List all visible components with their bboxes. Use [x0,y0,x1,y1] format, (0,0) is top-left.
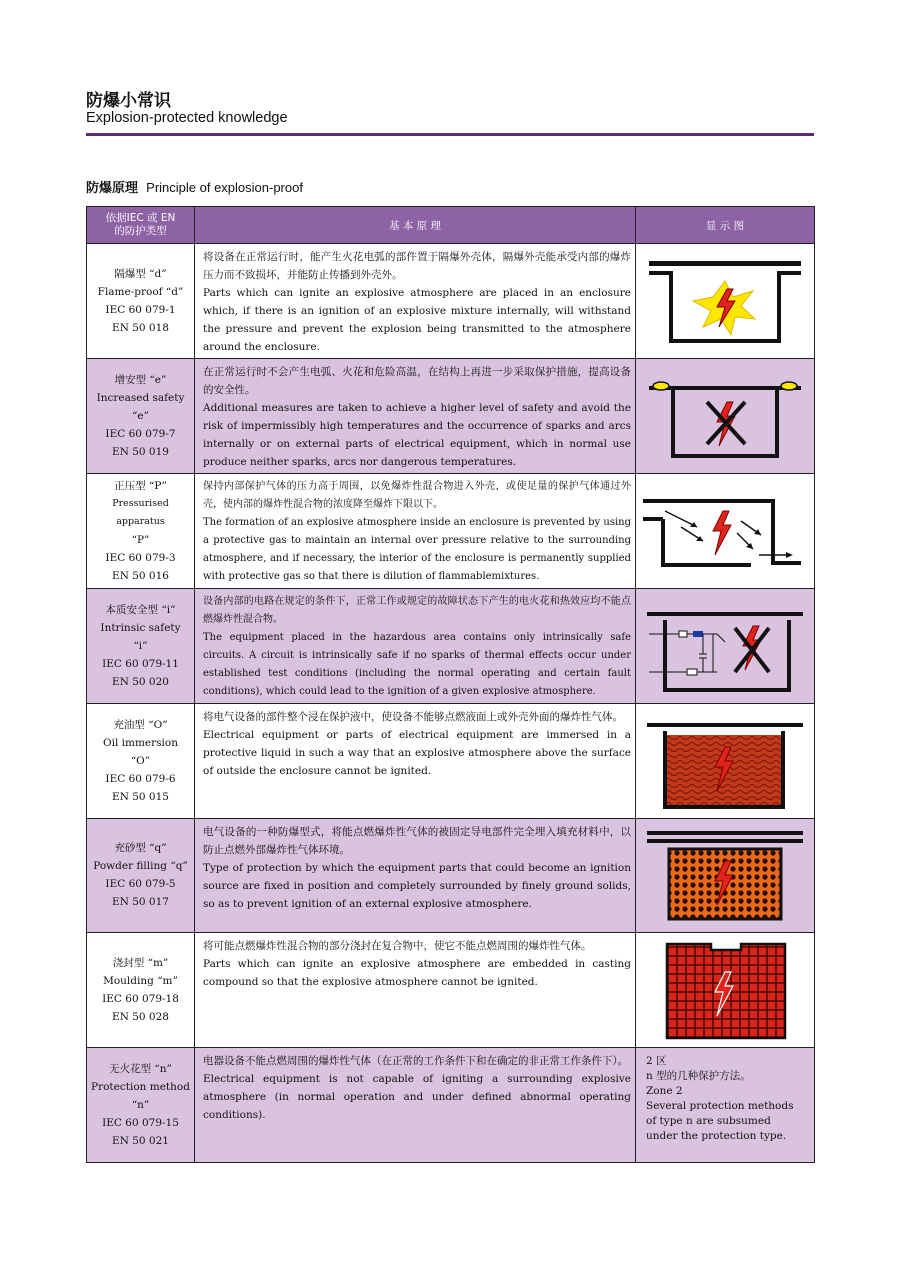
header-divider [86,133,814,136]
protection-types-table [86,206,815,1163]
principle-zh: 在正常运行时不会产生电弧、火花和危险高温，在结构上再进一步采取保护措施，提高设备的安全性。 [203,366,631,396]
illustration-cell [636,704,815,819]
protection-type-line: EN 50 021 [112,1134,169,1147]
illustration-cell [636,933,815,1048]
principle-en: The equipment placed in the hazardous area contains only intrinsically safe circuits. A circuit is intrinsically safe if no sparks of thermal effects occur under established test conditions (including the normal operating and certain fault conditions), which could lead to the ignition of a given explosive atmosphere. [203,632,631,697]
protection-type-line: “P” [131,534,150,546]
protection-type-line: EN 50 018 [112,322,169,334]
increased-safety-icon [641,366,809,466]
illustration-cell [636,589,815,704]
protection-type-line: IEC 60 079-6 [105,772,176,785]
column-header-type: 依据IEC 或 EN 的防护类型 [87,207,195,244]
principle-zh: 电器设备不能点燃周围的爆炸性气体（在正常的工作条件下和在确定的非正常工作条件下）。 [203,1054,629,1067]
protection-type-line: EN 50 028 [112,1010,169,1023]
protection-type-line: Increased safety [96,392,185,404]
protection-type-cell [87,244,195,359]
zone-note-line: of type n are subsumed [646,1114,771,1127]
protection-type-line: Protection method [91,1080,190,1093]
principle-cell [195,1047,636,1162]
principle-en: Parts which can ignite an explosive atmosphere are placed in an enclosure which, if there is an ignition of an explosive mixture internally, will withstand the pressure and prevent the explosion being transmitted to the atmosphere around the enclosure. [203,287,631,353]
table-row [87,704,815,819]
protection-type-line: IEC 60 079-15 [102,1116,179,1129]
protection-type-cell [87,474,195,589]
protection-type-line: Moulding “m” [103,974,178,987]
protection-type-line: 正压型 “P” [114,480,167,492]
pressurised-enclosure-icon [641,481,809,581]
protection-type-line: IEC 60 079-7 [105,428,176,440]
illustration-cell [636,474,815,589]
section-title [86,177,303,196]
principle-zh: 将设备在正常运行时，能产生火花电弧的部件置于隔爆外壳体，隔爆外壳能承受内部的爆炸压力而不致损坏，并能防止传播到外壳外。 [203,251,631,281]
page-title-zh: 防爆小常识 [86,91,171,111]
moulding-icon [641,938,809,1042]
table-row [87,589,815,704]
principle-zh: 电气设备的一种防爆型式，将能点燃爆炸性气体的被固定导电部件完全埋入填充材料中，以防止点燃外部爆炸性气体环境。 [203,825,631,856]
illustration-cell [636,359,815,474]
intrinsic-safety-circuit-icon [641,596,809,696]
principle-zh: 将可能点燃爆炸性混合物的部分浇封在复合物中，使它不能点燃周围的爆炸性气体。 [203,940,592,952]
protection-type-line: 充砂型 “q” [114,842,167,855]
illustration-cell [636,244,815,359]
protection-type-line: EN 50 017 [112,896,169,909]
protection-type-line: EN 50 016 [112,570,169,582]
protection-type-line: Flame-proof “d” [97,286,184,298]
zone-note-line: n 型的几种保护方法。 [646,1069,751,1082]
protection-type-cell [87,818,195,933]
protection-type-line: EN 50 015 [112,790,169,803]
zone-note-line: 2 区 [646,1054,667,1067]
principle-cell [195,933,636,1048]
principle-en: The formation of an explosive atmosphere inside an enclosure is prevented by using a protective gas to maintain an internal over pressure relative to the surrounding atmosphere, and if necessary, the interior of the enclosure is permanently supplied with protective gas so that there is dilution of flammablemixtures. [203,517,631,582]
protection-type-line: 无火花型 “n” [109,1062,172,1075]
protection-type-line: “n” [131,1098,150,1111]
protection-type-line: IEC 60 079-5 [105,878,176,891]
oil-immersion-icon [641,711,809,811]
principle-zh: 保持内部保护气体的压力高于周围，以免爆炸性混合物进入外壳，或使足量的保护气体通过外壳，使内部的爆炸性混合物的浓度降至爆炸下限以下。 [203,481,631,510]
zone-note-line: under the protection type. [646,1129,787,1142]
protection-type-line: “e” [132,410,149,422]
table-row [87,933,815,1048]
protection-type-line: Intrinsic safety [100,622,181,634]
protection-type-line: Oil immersion [103,736,178,749]
protection-type-line: 增安型 “e” [114,374,167,386]
column-header-illustration: 显 示 图 [636,207,815,244]
table-row [87,818,815,933]
protection-type-cell [87,1047,195,1162]
principle-cell [195,704,636,819]
table-row [87,244,815,359]
protection-type-line: “O” [130,754,151,767]
protection-type-line: 充油型 “O” [113,718,168,731]
principle-en: Electrical equipment is not capable of igniting a surrounding explosive atmosphere (in normal operation and under defined abnormal operating conditions). [203,1072,631,1121]
table-header-row [87,207,815,244]
protection-type-line: 浇封型 “m” [112,956,169,969]
protection-type-line: Pressurised apparatus [112,498,169,527]
protection-type-line: EN 50 019 [112,446,169,458]
illustration-cell [636,818,815,933]
protection-type-cell [87,589,195,704]
principle-en: Electrical equipment or parts of electrical equipment are immersed in a protective liquid in such a way that an explosive atmosphere above the surface of outside the enclosure cannot be ignited. [203,729,631,777]
table-row [87,359,815,474]
section-title-zh: 防爆原理 [86,181,139,196]
flameproof-enclosure-icon [641,251,809,351]
principle-cell [195,818,636,933]
protection-type-cell [87,359,195,474]
protection-type-line: IEC 60 079-18 [102,992,179,1005]
principle-en: Type of protection by which the equipment parts that could become an ignition source are fixed in position and completely surrounded by finely ground solids, so as to prevent ignition of an external explosive atmosphere. [203,861,631,910]
page-title-en: Explosion-protected knowledge [86,110,288,126]
protection-type-line: “i” [133,640,148,652]
protection-type-line: 隔爆型 “d” [114,268,167,280]
protection-type-line: IEC 60 079-1 [105,304,176,316]
principle-cell [195,359,636,474]
protection-type-line: IEC 60 079-3 [105,552,176,564]
zone-note-cell [636,1047,815,1162]
principle-cell [195,244,636,359]
principle-cell [195,589,636,704]
principle-en: Parts which can ignite an explosive atmosphere are embedded in casting compound so that the explosive atmosphere cannot be ignited. [203,958,631,988]
protection-type-line: 本质安全型 “i” [105,604,176,616]
protection-type-cell [87,933,195,1048]
protection-type-line: Powder filling “q” [93,860,188,873]
principle-en: Additional measures are taken to achieve a higher level of safety and avoid the risk of impermissibly high temperatures and the occurrence of sparks and arcs internally or on external parts of electrical equipment, which in normal use produce neither sparks, arcs nor dangerous temperatures. [203,402,631,468]
principle-zh: 设备内部的电路在规定的条件下，正常工作或规定的故障状态下产生的电火花和热效应均不能点燃爆炸性混合物。 [203,596,631,625]
protection-type-line: EN 50 020 [112,676,169,688]
zone-note-line: Several protection methods [646,1099,794,1112]
protection-type-line: IEC 60 079-11 [102,658,179,670]
section-title-en: Principle of explosion-proof [146,180,303,195]
protection-type-cell [87,704,195,819]
table-row [87,474,815,589]
table-row [87,1047,815,1162]
zone-note-line: Zone 2 [646,1084,683,1097]
principle-zh: 将电气设备的部件整个浸在保护液中，使设备不能够点燃液面上或外壳外面的爆炸性气体。 [203,711,623,723]
principle-cell [195,474,636,589]
powder-filling-icon [641,825,809,925]
column-header-principle: 基 本 原 理 [195,207,636,244]
